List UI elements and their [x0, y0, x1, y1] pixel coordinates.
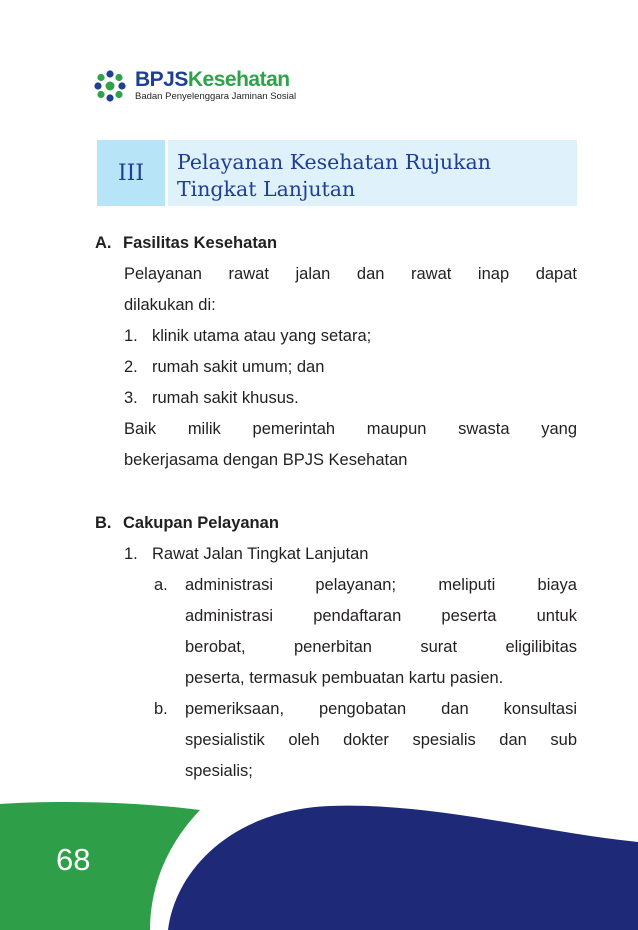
sub-item-b-text-1: pemeriksaan, pengobatan dan konsultasi — [185, 700, 577, 718]
section-b-heading — [95, 508, 577, 539]
section-a-title: Fasilitas Kesehatan — [123, 234, 278, 252]
list-item — [95, 539, 577, 570]
list-item-marker: 1. — [124, 327, 138, 345]
section-a-marker: A. — [95, 234, 112, 252]
bpjs-logo-icon — [93, 69, 127, 103]
sub-item-a-text-1: administrasi pelayanan; meliputi biaya — [185, 576, 577, 594]
chapter-header — [97, 140, 577, 206]
list-item-marker: 2. — [124, 358, 138, 376]
section-a-note-line-2: bekerjasama dengan BPJS Kesehatan — [124, 451, 408, 469]
chapter-title-line-2: Tingkat Lanjutan — [177, 177, 356, 201]
list-item-text: Rawat Jalan Tingkat Lanjutan — [152, 545, 369, 563]
section-a-heading — [95, 228, 577, 259]
list-item — [95, 352, 577, 383]
list-item-text: rumah sakit khusus. — [152, 389, 299, 407]
section-a-note-line-1: Baik milik pemerintah maupun swasta yang — [124, 420, 577, 438]
logo-title — [135, 69, 296, 91]
list-item — [95, 383, 577, 414]
section-b-marker: B. — [95, 514, 112, 532]
sub-item-b-line-1 — [95, 694, 577, 725]
chapter-number: III — [97, 140, 165, 206]
sub-item-b-marker: b. — [154, 700, 168, 718]
page-content — [95, 228, 577, 787]
list-item — [95, 321, 577, 352]
page-number: 68 — [56, 842, 91, 877]
list-item-text: rumah sakit umum; dan — [152, 358, 325, 376]
bpjs-logo — [93, 66, 296, 106]
logo-brand-kesehatan: Kesehatan — [187, 68, 290, 91]
sub-item-a-marker: a. — [154, 576, 168, 594]
footer-green-wave — [0, 802, 200, 930]
list-item-marker: 1. — [124, 545, 138, 563]
logo-subtitle: Badan Penyelenggara Jaminan Sosial — [135, 91, 297, 102]
section-a-intro-line-2: dilakukan di: — [124, 296, 216, 314]
sub-item-b-line-3: spesialis; — [185, 762, 253, 780]
logo-brand-bpjs: BPJS — [135, 68, 188, 91]
section-spacer — [95, 476, 577, 508]
chapter-title — [168, 140, 577, 206]
footer-wave-decoration — [0, 802, 638, 930]
chapter-title-line-1: Pelayanan Kesehatan Rujukan — [177, 150, 491, 174]
sub-item-b-line-2: spesialistik oleh dokter spesialis dan sub — [185, 731, 577, 749]
sub-item-a-line-4: peserta, termasuk pembuatan kartu pasien. — [185, 669, 504, 687]
list-item-marker: 3. — [124, 389, 138, 407]
section-b-title: Cakupan Pelayanan — [123, 514, 279, 532]
sub-item-a-line-2: administrasi pendaftaran peserta untuk — [185, 607, 577, 625]
sub-item-a-line-1 — [95, 570, 577, 601]
section-a-intro-line-1: Pelayanan rawat jalan dan rawat inap dapat — [124, 265, 577, 283]
footer-navy-wave — [168, 806, 638, 930]
sub-item-a-line-3: berobat, penerbitan surat eligilibitas — [185, 638, 577, 656]
list-item-text: klinik utama atau yang setara; — [152, 327, 372, 345]
